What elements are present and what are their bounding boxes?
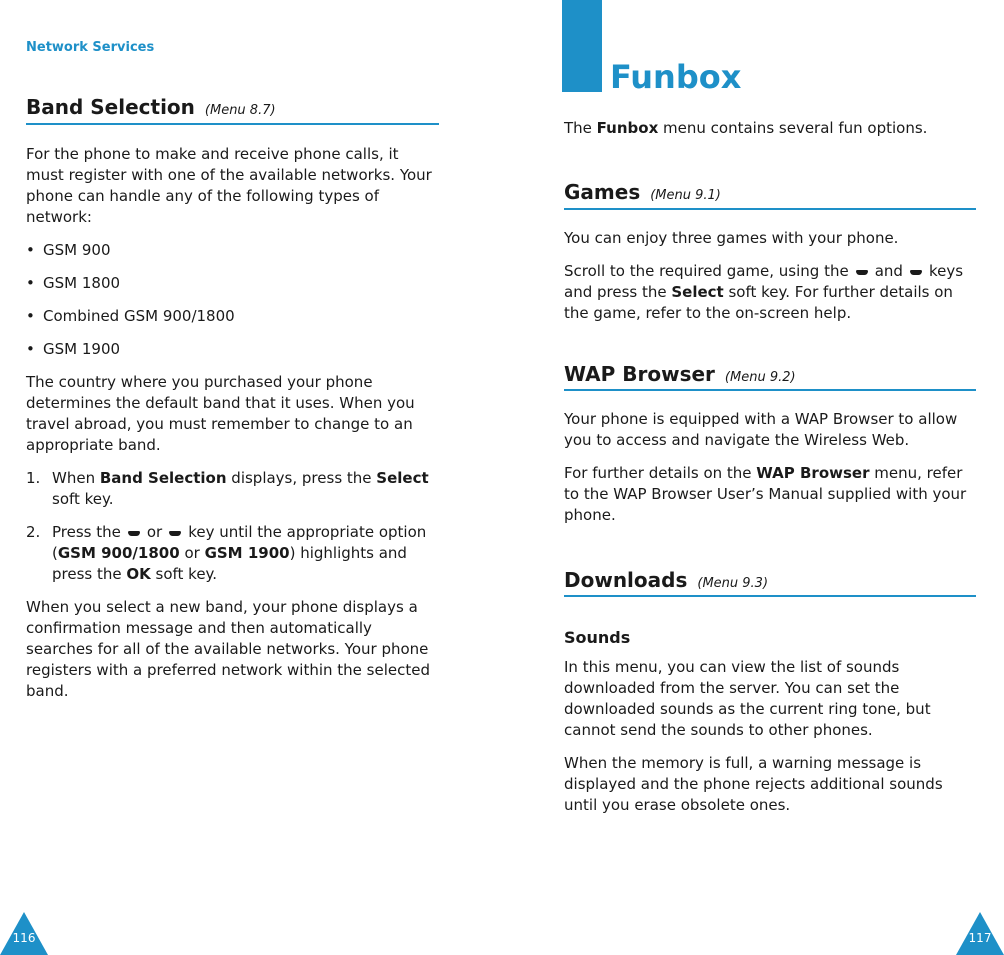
games-heading: Games (Menu 9.1) [564, 180, 721, 204]
section-rule [26, 123, 439, 125]
games-body: You can enjoy three games with your phone. Scroll to the required game, using the and keys and press the Select soft key. For further details on the game, refer to the on-screen help. [564, 229, 964, 322]
funbox-intro: The Funbox menu contains several fun options. [564, 119, 928, 137]
down-key-icon [856, 270, 868, 275]
step-2: 2. Press the or key until the appropriate option (GSM 900/1800 or GSM 1900) highlights and press the OK soft key. [26, 523, 427, 583]
right-page [502, 0, 1004, 955]
sounds-subheading: Sounds [564, 628, 631, 647]
band-selection-heading [26, 95, 276, 119]
list-item: • Combined GSM 900/1800 [26, 307, 235, 325]
intro-paragraph: For the phone to make and receive phone calls, it must register with one of the available networks. Your phone can handle any of the following types of network: [26, 145, 432, 226]
section-title: Band Selection [26, 95, 195, 119]
downloads-body: Sounds In this menu, you can view the list of sounds downloaded from the server. You can set the downloaded sounds as the current ring tone, but cannot send the sounds to other phones. When the memory is full, a warning message is displayed and the phone rejects additional sounds until you erase obsolete ones. [564, 627, 978, 828]
wap-body: Your phone is equipped with a WAP Browser to allow you to access and navigate the Wireless Web. For further details on the WAP Browser menu, refer to the WAP Browser User’s Manual supplied with your phone. [564, 410, 967, 524]
page-number: 116 [12, 931, 36, 945]
page-number: 117 [968, 931, 992, 945]
step-1: 1. When Band Selection displays, press the Select soft key. [26, 469, 429, 508]
list-item: • GSM 900 [26, 241, 111, 259]
wap-browser-heading: WAP Browser (Menu 9.2) [564, 362, 796, 386]
up-key-icon [169, 531, 181, 536]
section-rule [564, 208, 976, 210]
chapter-tab [562, 0, 602, 92]
down-key-icon [128, 531, 140, 536]
section-rule [564, 389, 976, 391]
list-item: • GSM 1800 [26, 274, 121, 292]
chapter-title: Funbox [610, 58, 742, 96]
band-selection-body [26, 144, 439, 714]
up-key-icon [910, 270, 922, 275]
downloads-heading: Downloads (Menu 9.3) [564, 568, 769, 592]
band-paragraph: The country where you purchased your phone determines the default band that it uses. When you travel abroad, you must remember to change to an appropriate band. [26, 373, 415, 454]
section-rule [564, 595, 976, 597]
list-item: • GSM 1900 [26, 340, 121, 358]
confirmation-paragraph: When you select a new band, your phone displays a confirmation message and then automatically searches for all of the available networks. Your phone registers with a preferred network within the selected band. [26, 598, 430, 700]
menu-ref: (Menu 8.7) [204, 103, 276, 118]
running-head: Network Services [26, 40, 155, 55]
